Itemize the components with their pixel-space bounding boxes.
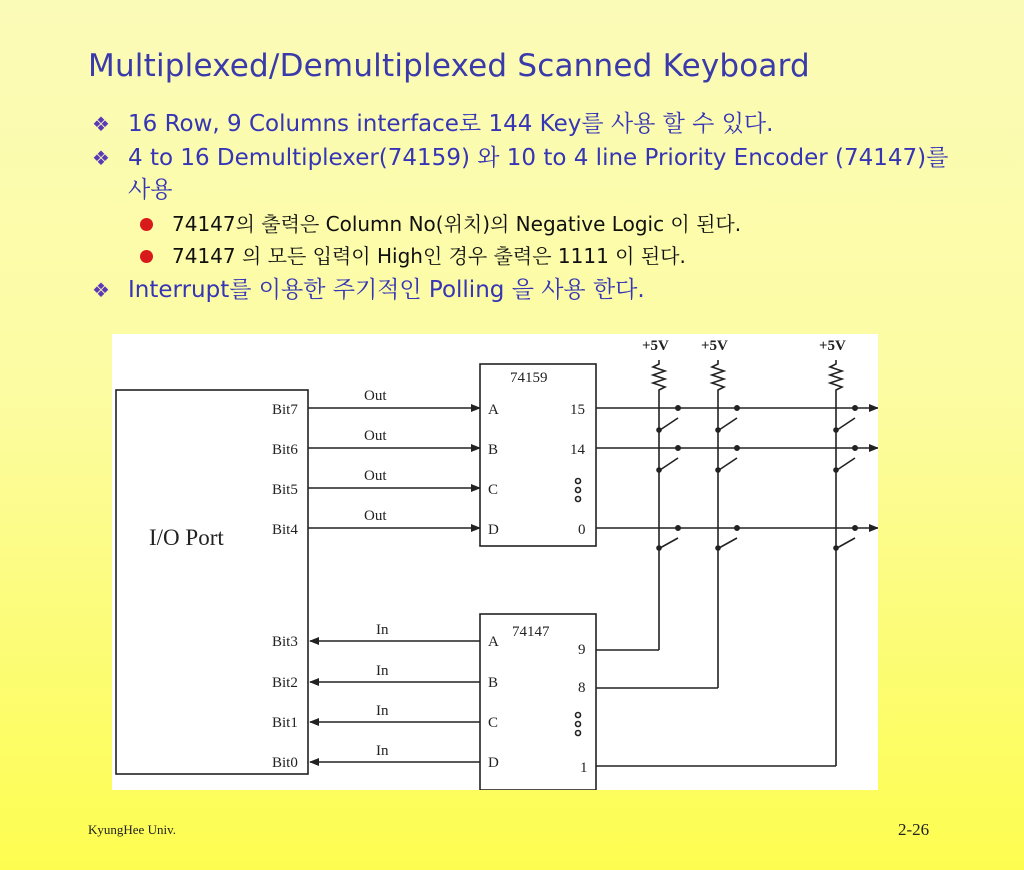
- footer-university: KyungHee Univ.: [88, 822, 176, 837]
- slide-title: Multiplexed/Demultiplexed Scanned Keyboard: [88, 48, 810, 84]
- supply-label: +5V: [819, 338, 846, 354]
- in-label: In: [376, 743, 389, 759]
- sub-bullet-text: 74147 의 모든 입력이 High인 경우 출력은 1111 이 된다.: [172, 244, 686, 268]
- pin-label: 15: [570, 402, 585, 418]
- chip-name: 74147: [512, 624, 550, 640]
- pullup-resistor: [712, 360, 724, 392]
- bullet-text: Interrupt를 이용한 주기적인 Polling 을 사용 한다.: [128, 277, 645, 303]
- supply-label: +5V: [701, 338, 728, 354]
- pin-label: C: [488, 715, 499, 731]
- in-label: In: [376, 622, 389, 638]
- bullet-text: 16 Row, 9 Columns interface로 144 Key를 사용 할 수 있다.: [128, 111, 774, 137]
- pin-label: A: [488, 634, 499, 650]
- bit-label: Bit2: [272, 675, 298, 691]
- out-label: Out: [364, 388, 387, 404]
- sub-bullet-item: [92, 240, 972, 272]
- io-port-label: I/O Port: [149, 525, 224, 550]
- sub-bullet-item: [92, 208, 972, 240]
- pin-label: 8: [578, 680, 586, 696]
- diamond-bullet-icon: ❖: [92, 146, 110, 170]
- in-label: In: [376, 703, 389, 719]
- in-label: In: [376, 663, 389, 679]
- bit-label: Bit6: [272, 442, 298, 458]
- bullet-item: [92, 108, 972, 140]
- keyboard-circuit-diagram: [112, 334, 878, 790]
- bit-label: Bit0: [272, 755, 298, 771]
- page-number: 2-26: [898, 820, 930, 839]
- bullet-item: [92, 142, 972, 206]
- out-label: Out: [364, 468, 387, 484]
- bullet-list: [92, 108, 972, 308]
- out-label: Out: [364, 508, 387, 524]
- pullup-resistor: [830, 360, 842, 392]
- pin-label: 14: [570, 442, 585, 458]
- bit-label: Bit7: [272, 402, 298, 418]
- pin-label: D: [488, 755, 499, 771]
- pin-label: 0: [578, 522, 586, 538]
- pin-label: C: [488, 482, 499, 498]
- pullup-resistor: [653, 360, 665, 392]
- chip-name: 74159: [510, 370, 548, 386]
- sub-bullet-text: 74147의 출력은 Column No(위치)의 Negative Logic 이 된다.: [172, 212, 742, 236]
- bit-label: Bit5: [272, 482, 298, 498]
- pin-label: B: [488, 442, 499, 458]
- out-label: Out: [364, 428, 387, 444]
- pin-label: B: [488, 675, 499, 691]
- pin-label: 9: [578, 642, 586, 658]
- diamond-bullet-icon: ❖: [92, 278, 110, 302]
- pin-label: 1: [580, 760, 588, 776]
- bullet-item: [92, 274, 972, 306]
- bit-label: Bit4: [272, 522, 298, 538]
- red-dot-bullet-icon: [140, 218, 153, 231]
- supply-label: +5V: [642, 338, 669, 354]
- diamond-bullet-icon: ❖: [92, 112, 110, 136]
- circuit-svg: [112, 334, 878, 790]
- ellipsis-dots: [576, 479, 581, 736]
- pin-label: A: [488, 402, 499, 418]
- pin-label: D: [488, 522, 499, 538]
- bit-label: Bit3: [272, 634, 298, 650]
- bullet-text: 4 to 16 Demultiplexer(74159) 와 10 to 4 line Priority Encoder (74147)를 사용: [128, 145, 949, 203]
- red-dot-bullet-icon: [140, 250, 153, 263]
- bit-label: Bit1: [272, 715, 298, 731]
